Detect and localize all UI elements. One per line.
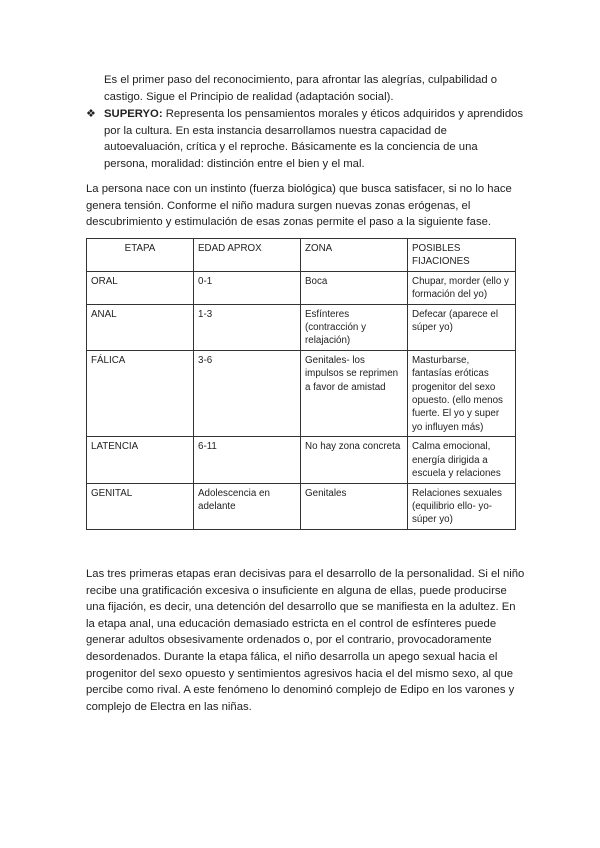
- header-zona: ZONA: [301, 239, 408, 272]
- superyo-term: SUPERYO:: [104, 108, 163, 120]
- cell-etapa: GENITAL: [87, 483, 194, 529]
- cell-edad: Adolescencia en adelante: [194, 483, 301, 529]
- superyo-bullet-item: [86, 106, 526, 172]
- cell-edad: 6-11: [194, 437, 301, 483]
- cell-edad: 0-1: [194, 271, 301, 304]
- cell-zona: Genitales- los impulsos se reprimen a favor de amistad: [301, 350, 408, 436]
- cell-zona: No hay zona concreta: [301, 437, 408, 483]
- yo-description-continuation: Es el primer paso del reconocimiento, para afrontar las alegrías, culpabilidad o castigo. Sigue el Principio de realidad (adaptación social).: [104, 74, 498, 103]
- table-row: [87, 437, 516, 483]
- table-row: [87, 304, 516, 350]
- cell-fijaciones: Defecar (aparece el súper yo): [408, 304, 516, 350]
- cell-edad: 1-3: [194, 304, 301, 350]
- header-edad: EDAD APROX: [194, 239, 301, 272]
- instinct-paragraph: La persona nace con un instinto (fuerza biológica) que busca satisfacer, si no lo hace genera tensión. Conforme el niño madura surgen nuevas zonas erógenas, el descubrimiento y estimulación de esas zonas permite el paso a la siguiente fase.: [86, 183, 512, 229]
- fixation-paragraph: Las tres primeras etapas eran decisivas para el desarrollo de la personalidad. Si el niño recibe una gratificación excesiva o insuficiente en alguna de ellas, puede producirse una fijación, es decir, una detención del desarrollo que se manifiesta en la adultez. En la etapa anal, una educación demasiado estricta en el control de esfínteres puede generar adultos obsesivamente ordenados o, por el contrario, provocadoramente desordenados. Durante la etapa fálica, el niño desarrolla un apego sexual hacia el progenitor del sexo opuesto y sentimientos agresivos hacia el del mismo sexo, al que percibe como rival. A este fenómeno lo denominó complejo de Edipo en los varones y complejo de Electra en las niñas.: [86, 568, 525, 713]
- table-row: [87, 271, 516, 304]
- header-etapa: ETAPA: [87, 239, 194, 272]
- cell-etapa: ANAL: [87, 304, 194, 350]
- cell-zona: Esfínteres (contracción y relajación): [301, 304, 408, 350]
- cell-fijaciones: Calma emocional, energía dirigida a escuela y relaciones: [408, 437, 516, 483]
- cell-fijaciones: Relaciones sexuales (equilibrio ello- yo-súper yo): [408, 483, 516, 529]
- cell-etapa: LATENCIA: [87, 437, 194, 483]
- cell-zona: Boca: [301, 271, 408, 304]
- cell-zona: Genitales: [301, 483, 408, 529]
- cell-fijaciones: Chupar, morder (ello y formación del yo): [408, 271, 516, 304]
- cell-fijaciones: Masturbarse, fantasías eróticas progenitor del sexo opuesto. (ello menos fuerte. El yo y super yo influyen más): [408, 350, 516, 436]
- table-header-row: [87, 239, 516, 272]
- cell-etapa: FÁLICA: [87, 350, 194, 436]
- cell-etapa: ORAL: [87, 271, 194, 304]
- table-row: [87, 350, 516, 436]
- superyo-definition: Representa los pensamientos morales y éticos adquiridos y aprendidos por la cultura. En esta instancia desarrollamos nuestra capacidad de autoevaluación, crítica y el reproche. Básicamente es la conciencia de una persona, moralidad: distinción entre el bien y el mal.: [104, 108, 524, 170]
- superyo-text: [104, 106, 524, 172]
- psychosexual-stages-table: [86, 238, 516, 530]
- table-row: [87, 483, 516, 529]
- diamond-bullet-icon: ❖: [86, 108, 96, 120]
- header-fijaciones: POSIBLES FIJACIONES: [408, 239, 516, 272]
- cell-edad: 3-6: [194, 350, 301, 436]
